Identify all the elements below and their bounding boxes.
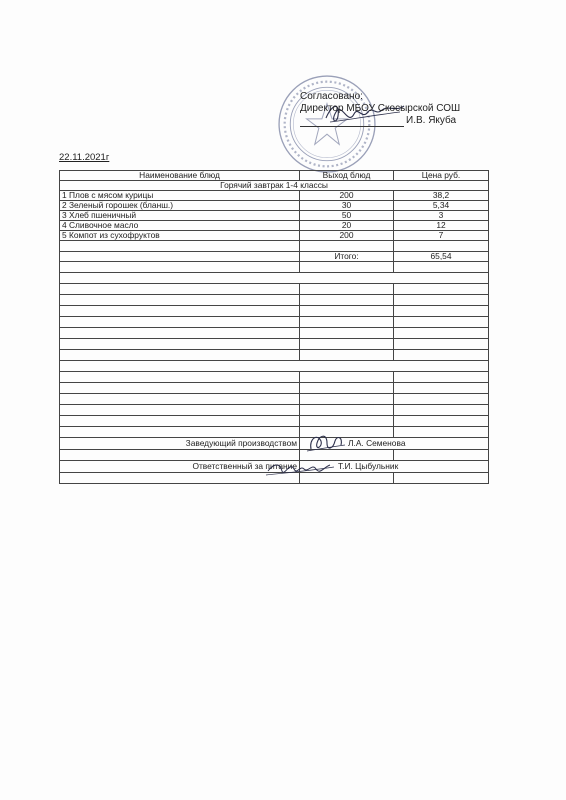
empty-row (60, 427, 489, 438)
table-header-row (60, 171, 489, 181)
dish-price: 38,2 (394, 191, 489, 201)
dish-yield: 200 (300, 191, 394, 201)
head-name: Л.А. Семенова (300, 438, 489, 450)
total-spacer (60, 252, 300, 262)
resp-name: Т.И. Цыбульник (300, 461, 489, 473)
section-title: Горячий завтрак 1-4 классы (60, 181, 489, 191)
empty-row (60, 416, 489, 427)
empty-row (60, 284, 489, 295)
dish-name: 5 Компот из сухофруктов (60, 231, 300, 241)
signature-line (300, 116, 404, 127)
total-label: Итого: (300, 252, 394, 262)
empty-row (60, 350, 489, 361)
approval-position: Директор МБОУ Скосырской СОШ (300, 103, 461, 114)
dish-yield: 200 (300, 231, 394, 241)
section-row (60, 181, 489, 191)
empty-row (60, 295, 489, 306)
empty-row (60, 361, 489, 372)
empty-row (60, 372, 489, 383)
dish-yield: 30 (300, 201, 394, 211)
total-value: 65,54 (394, 252, 489, 262)
head-label: Заведующий производством (60, 438, 300, 450)
dish-name: 3 Хлеб пшеничный (60, 211, 300, 221)
dish-name: 1 Плов с мясом курицы (60, 191, 300, 201)
empty-row (60, 317, 489, 328)
menu-table (59, 170, 489, 484)
empty-row (60, 241, 489, 252)
dish-price: 12 (394, 221, 489, 231)
responsible-signature (264, 457, 336, 481)
dish-name: 2 Зеленый горошек (бланш.) (60, 201, 300, 211)
document-date: 22.11.2021г (59, 152, 110, 163)
empty-row (60, 405, 489, 416)
approval-title: Согласовано: (300, 91, 363, 102)
head-signature-row (60, 438, 489, 450)
dish-price: 3 (394, 211, 489, 221)
dish-price: 7 (394, 231, 489, 241)
dish-price: 5,34 (394, 201, 489, 211)
table-row (60, 201, 489, 211)
table-row (60, 221, 489, 231)
empty-row (60, 383, 489, 394)
header-price: Цена руб. (394, 171, 489, 181)
table-row (60, 191, 489, 201)
empty-row (60, 306, 489, 317)
header-yield: Выход блюд (300, 171, 394, 181)
dish-yield: 20 (300, 221, 394, 231)
empty-row (60, 273, 489, 284)
approval-block (300, 91, 460, 127)
empty-row (60, 394, 489, 405)
empty-row (60, 328, 489, 339)
dish-name: 4 Сливочное масло (60, 221, 300, 231)
dish-yield: 50 (300, 211, 394, 221)
header-dish: Наименование блюд (60, 171, 300, 181)
table-row (60, 231, 489, 241)
empty-row (60, 339, 489, 350)
empty-row (60, 262, 489, 273)
approval-name-line (300, 115, 460, 127)
head-signature (303, 429, 347, 457)
resp-label: Ответственный за питание (60, 461, 300, 473)
total-row (60, 252, 489, 262)
approval-name: И.В. Якуба (406, 115, 457, 126)
table-row (60, 211, 489, 221)
